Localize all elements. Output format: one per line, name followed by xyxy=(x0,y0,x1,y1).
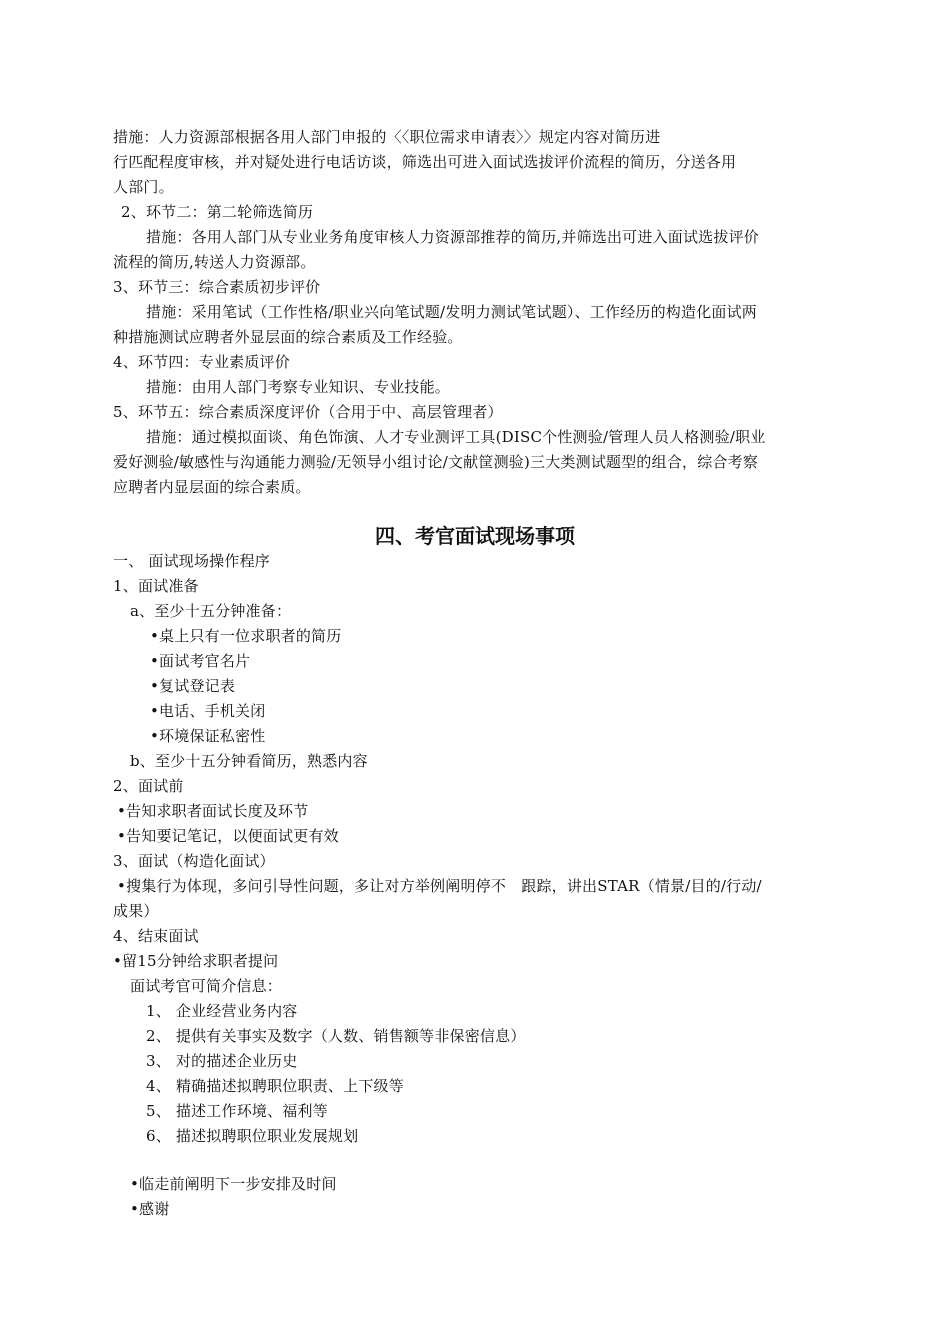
step4-body-1: 措施：由用人部门考察专业知识、专业技能。 xyxy=(146,378,451,396)
info-item: 2、 提供有关事实及数字（人数、销售额等非保密信息） xyxy=(146,1027,526,1045)
prep-a-item: •桌上只有一位求职者的简历 xyxy=(150,627,342,645)
intro-line-2: 行匹配程度审核，并对疑处进行电话访谈，筛选出可进入面试选拔评价流程的简历，分送各用 xyxy=(113,153,737,171)
section-title: 四、考官面试现场事项 xyxy=(375,524,575,548)
info-item: 1、 企业经营业务内容 xyxy=(146,1002,298,1020)
before-title: 2、面试前 xyxy=(113,777,184,795)
info-item: 5、 描述工作环境、福利等 xyxy=(146,1102,328,1120)
info-item: 6、 描述拟聘职位职业发展规划 xyxy=(146,1127,359,1145)
prep-title: 1、面试准备 xyxy=(113,577,199,595)
interview-body-2: 成果） xyxy=(113,902,159,920)
step4-title: 4、环节四：专业素质评价 xyxy=(113,353,290,371)
step3-body-1: 措施：采用笔试（工作性格/职业兴向笔试题/发明力测试笔试题）、工作经历的构造化面试两 xyxy=(146,303,758,321)
step5-body-3: 应聘者内显层面的综合素质。 xyxy=(113,478,311,496)
prep-a: a、至少十五分钟准备： xyxy=(130,602,292,620)
intro-info-label: 面试考官可简介信息： xyxy=(130,977,283,995)
step2-body-1: 措施：各用人部门从专业业务角度审核人力资源部推荐的简历,并筛选出可进入面试选拔评价 xyxy=(146,228,759,246)
end-title: 4、结束面试 xyxy=(113,927,199,945)
interview-body-1: •搜集行为体现，多问引导性问题，多让对方举例阐明停不 跟踪，讲出STAR（情景/目的/行动/ xyxy=(117,877,762,895)
step3-title: 3、环节三：综合素质初步评价 xyxy=(113,278,321,296)
prep-a-item: •面试考官名片 xyxy=(150,652,251,670)
intro-line-1: 措施：人力资源部根据各用人部门申报的〈〈职位需求申请表〉〉规定内容对简历进 xyxy=(113,128,661,146)
step5-body-1: 措施：通过模拟面谈、角色饰演、人才专业测评工具(DISC个性测验/管理人员人格测验/职业 xyxy=(146,428,766,446)
before-item: •告知要记笔记，以便面试更有效 xyxy=(117,827,339,845)
info-item: 4、 精确描述拟聘职位职责、上下级等 xyxy=(146,1077,404,1095)
step3-body-2: 种措施测试应聘者外显层面的综合素质及工作经验。 xyxy=(113,328,463,346)
final-item: •临走前阐明下一步安排及时间 xyxy=(130,1175,337,1193)
interview-title: 3、面试（构造化面试） xyxy=(113,852,275,870)
prep-a-item: •电话、手机关闭 xyxy=(150,702,266,720)
final-item: •感谢 xyxy=(130,1200,170,1218)
prep-a-item: •环境保证私密性 xyxy=(150,727,266,745)
prep-b: b、至少十五分钟看简历，熟悉内容 xyxy=(130,752,368,770)
step5-title: 5、环节五：综合素质深度评价（合用于中、高层管理者） xyxy=(113,403,503,421)
before-item: •告知求职者面试长度及环节 xyxy=(117,802,309,820)
prep-a-item: •复试登记表 xyxy=(150,677,236,695)
intro-line-3: 人部门。 xyxy=(113,178,174,196)
info-item: 3、 对的描述企业历史 xyxy=(146,1052,298,1070)
step2-title: 2、环节二：第二轮筛选简历 xyxy=(121,203,314,221)
end-first-item: •留15分钟给求职者提问 xyxy=(113,952,279,970)
step5-body-2: 爱好测验/敏感性与沟通能力测验/无领导小组讨论/文献筐测验)三大类测试题型的组合，综合考察 xyxy=(113,453,759,471)
procedure-heading: 一、 面试现场操作程序 xyxy=(113,552,270,570)
step2-body-2: 流程的简历,转送人力资源部。 xyxy=(113,253,316,271)
